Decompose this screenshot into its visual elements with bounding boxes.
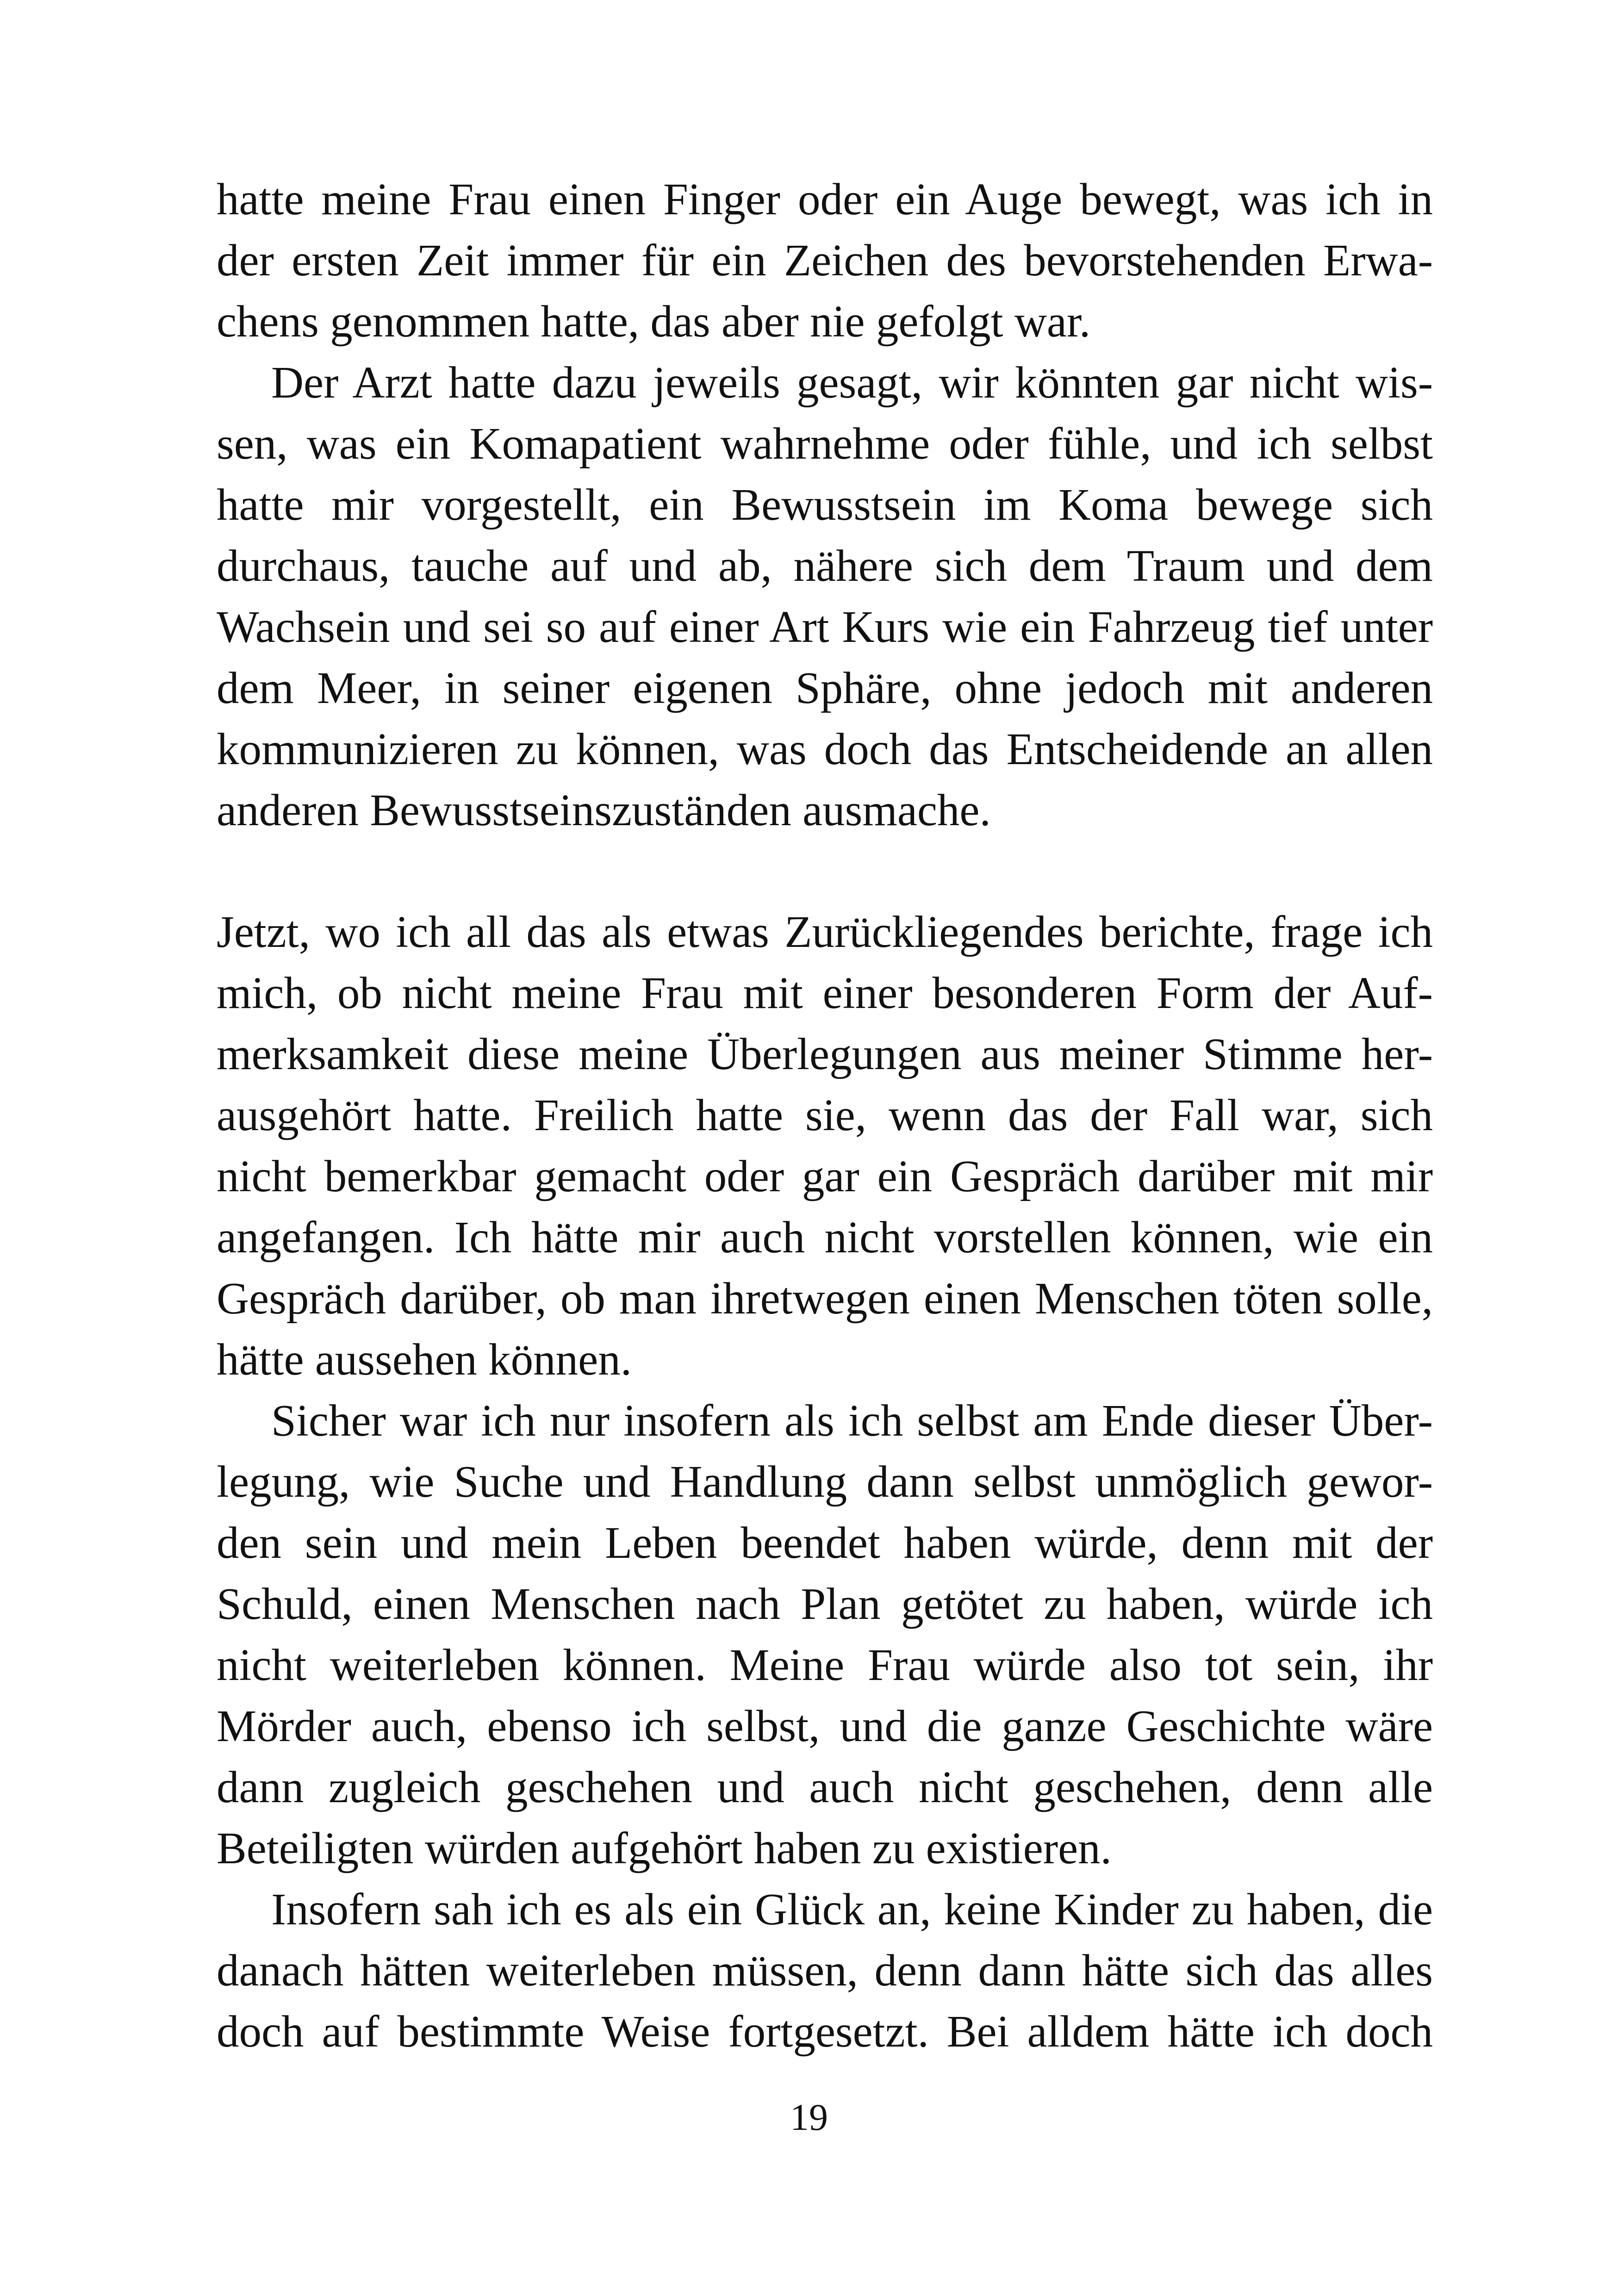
- text-line: Jetzt, wo ich all das als etwas Zurückliegendes berichte, frage ich: [217, 907, 1433, 957]
- paragraph-2: [217, 352, 1433, 841]
- text-line: hatte meine Frau einen Finger oder ein Auge bewegt, was ich in: [217, 174, 1433, 224]
- text-line: anderen Bewusstseinszuständen ausmache.: [217, 785, 991, 835]
- text-line: merksamkeit diese meine Überlegungen aus meiner Stimme her-: [217, 1029, 1433, 1079]
- text-line: den sein und mein Leben beendet haben würde, denn mit der: [217, 1518, 1433, 1568]
- text-line: kommunizieren zu können, was doch das Entscheidende an allen: [217, 724, 1433, 774]
- text-line: Beteiligten würden aufgehört haben zu existieren.: [217, 1823, 1112, 1873]
- text-line: angefangen. Ich hätte mir auch nicht vorstellen können, wie ein: [217, 1213, 1433, 1262]
- page-number: 19: [790, 2096, 828, 2138]
- text-line: Gespräch darüber, ob man ihretwegen einen Menschen töten solle,: [217, 1274, 1433, 1323]
- text-line: ausgehört hatte. Freilich hatte sie, wenn das der Fall war, sich: [217, 1090, 1433, 1140]
- text-line: Mörder auch, ebenso ich selbst, und die ganze Geschichte wäre: [217, 1701, 1433, 1751]
- text-line: Insofern sah ich es als ein Glück an, keine Kinder zu haben, die: [271, 1885, 1433, 1934]
- text-line: mich, ob nicht meine Frau mit einer besonderen Form der Auf-: [217, 968, 1433, 1018]
- text-line: dem Meer, in seiner eigenen Sphäre, ohne jedoch mit anderen: [217, 663, 1433, 713]
- text-line: nicht weiterleben können. Meine Frau würde also tot sein, ihr: [217, 1640, 1433, 1690]
- text-line: danach hätten weiterleben müssen, denn dann hätte sich das alles: [217, 1946, 1433, 1995]
- text-line: hätte aussehen können.: [217, 1335, 632, 1384]
- text-line: doch auf bestimmte Weise fortgesetzt. Bei alldem hätte ich doch: [217, 2007, 1433, 2056]
- text-line: durchaus, tauche auf und ab, nähere sich dem Traum und dem: [217, 541, 1433, 591]
- paragraph-4: [217, 1390, 1433, 1879]
- text-line: Sicher war ich nur insofern als ich selbst am Ende dieser Über-: [271, 1396, 1433, 1445]
- text-line: chens genommen hatte, das aber nie gefolgt war.: [217, 297, 1091, 346]
- text-line: dann zugleich geschehen und auch nicht geschehen, denn alle: [217, 1762, 1433, 1812]
- text-line: legung, wie Suche und Handlung dann selbst unmöglich gewor-: [217, 1457, 1433, 1506]
- text-line: sen, was ein Komapatient wahrnehme oder fühle, und ich selbst: [217, 419, 1433, 468]
- paragraph-3: [217, 902, 1433, 1390]
- text-line: Wachsein und sei so auf einer Art Kurs wie ein Fahrzeug tief unter: [217, 602, 1433, 652]
- text-line: Schuld, einen Menschen nach Plan getötet zu haben, würde ich: [217, 1579, 1433, 1629]
- paragraph-5: [217, 1879, 1433, 2062]
- paragraph-1: [217, 169, 1433, 352]
- text-line: Der Arzt hatte dazu jeweils gesagt, wir könnten gar nicht wis-: [271, 358, 1433, 407]
- text-line: hatte mir vorgestellt, ein Bewusstsein im Koma bewege sich: [217, 480, 1433, 529]
- text-line: der ersten Zeit immer für ein Zeichen des bevorstehenden Erwa-: [217, 236, 1433, 285]
- text-line: nicht bemerkbar gemacht oder gar ein Gespräch darüber mit mir: [217, 1151, 1433, 1201]
